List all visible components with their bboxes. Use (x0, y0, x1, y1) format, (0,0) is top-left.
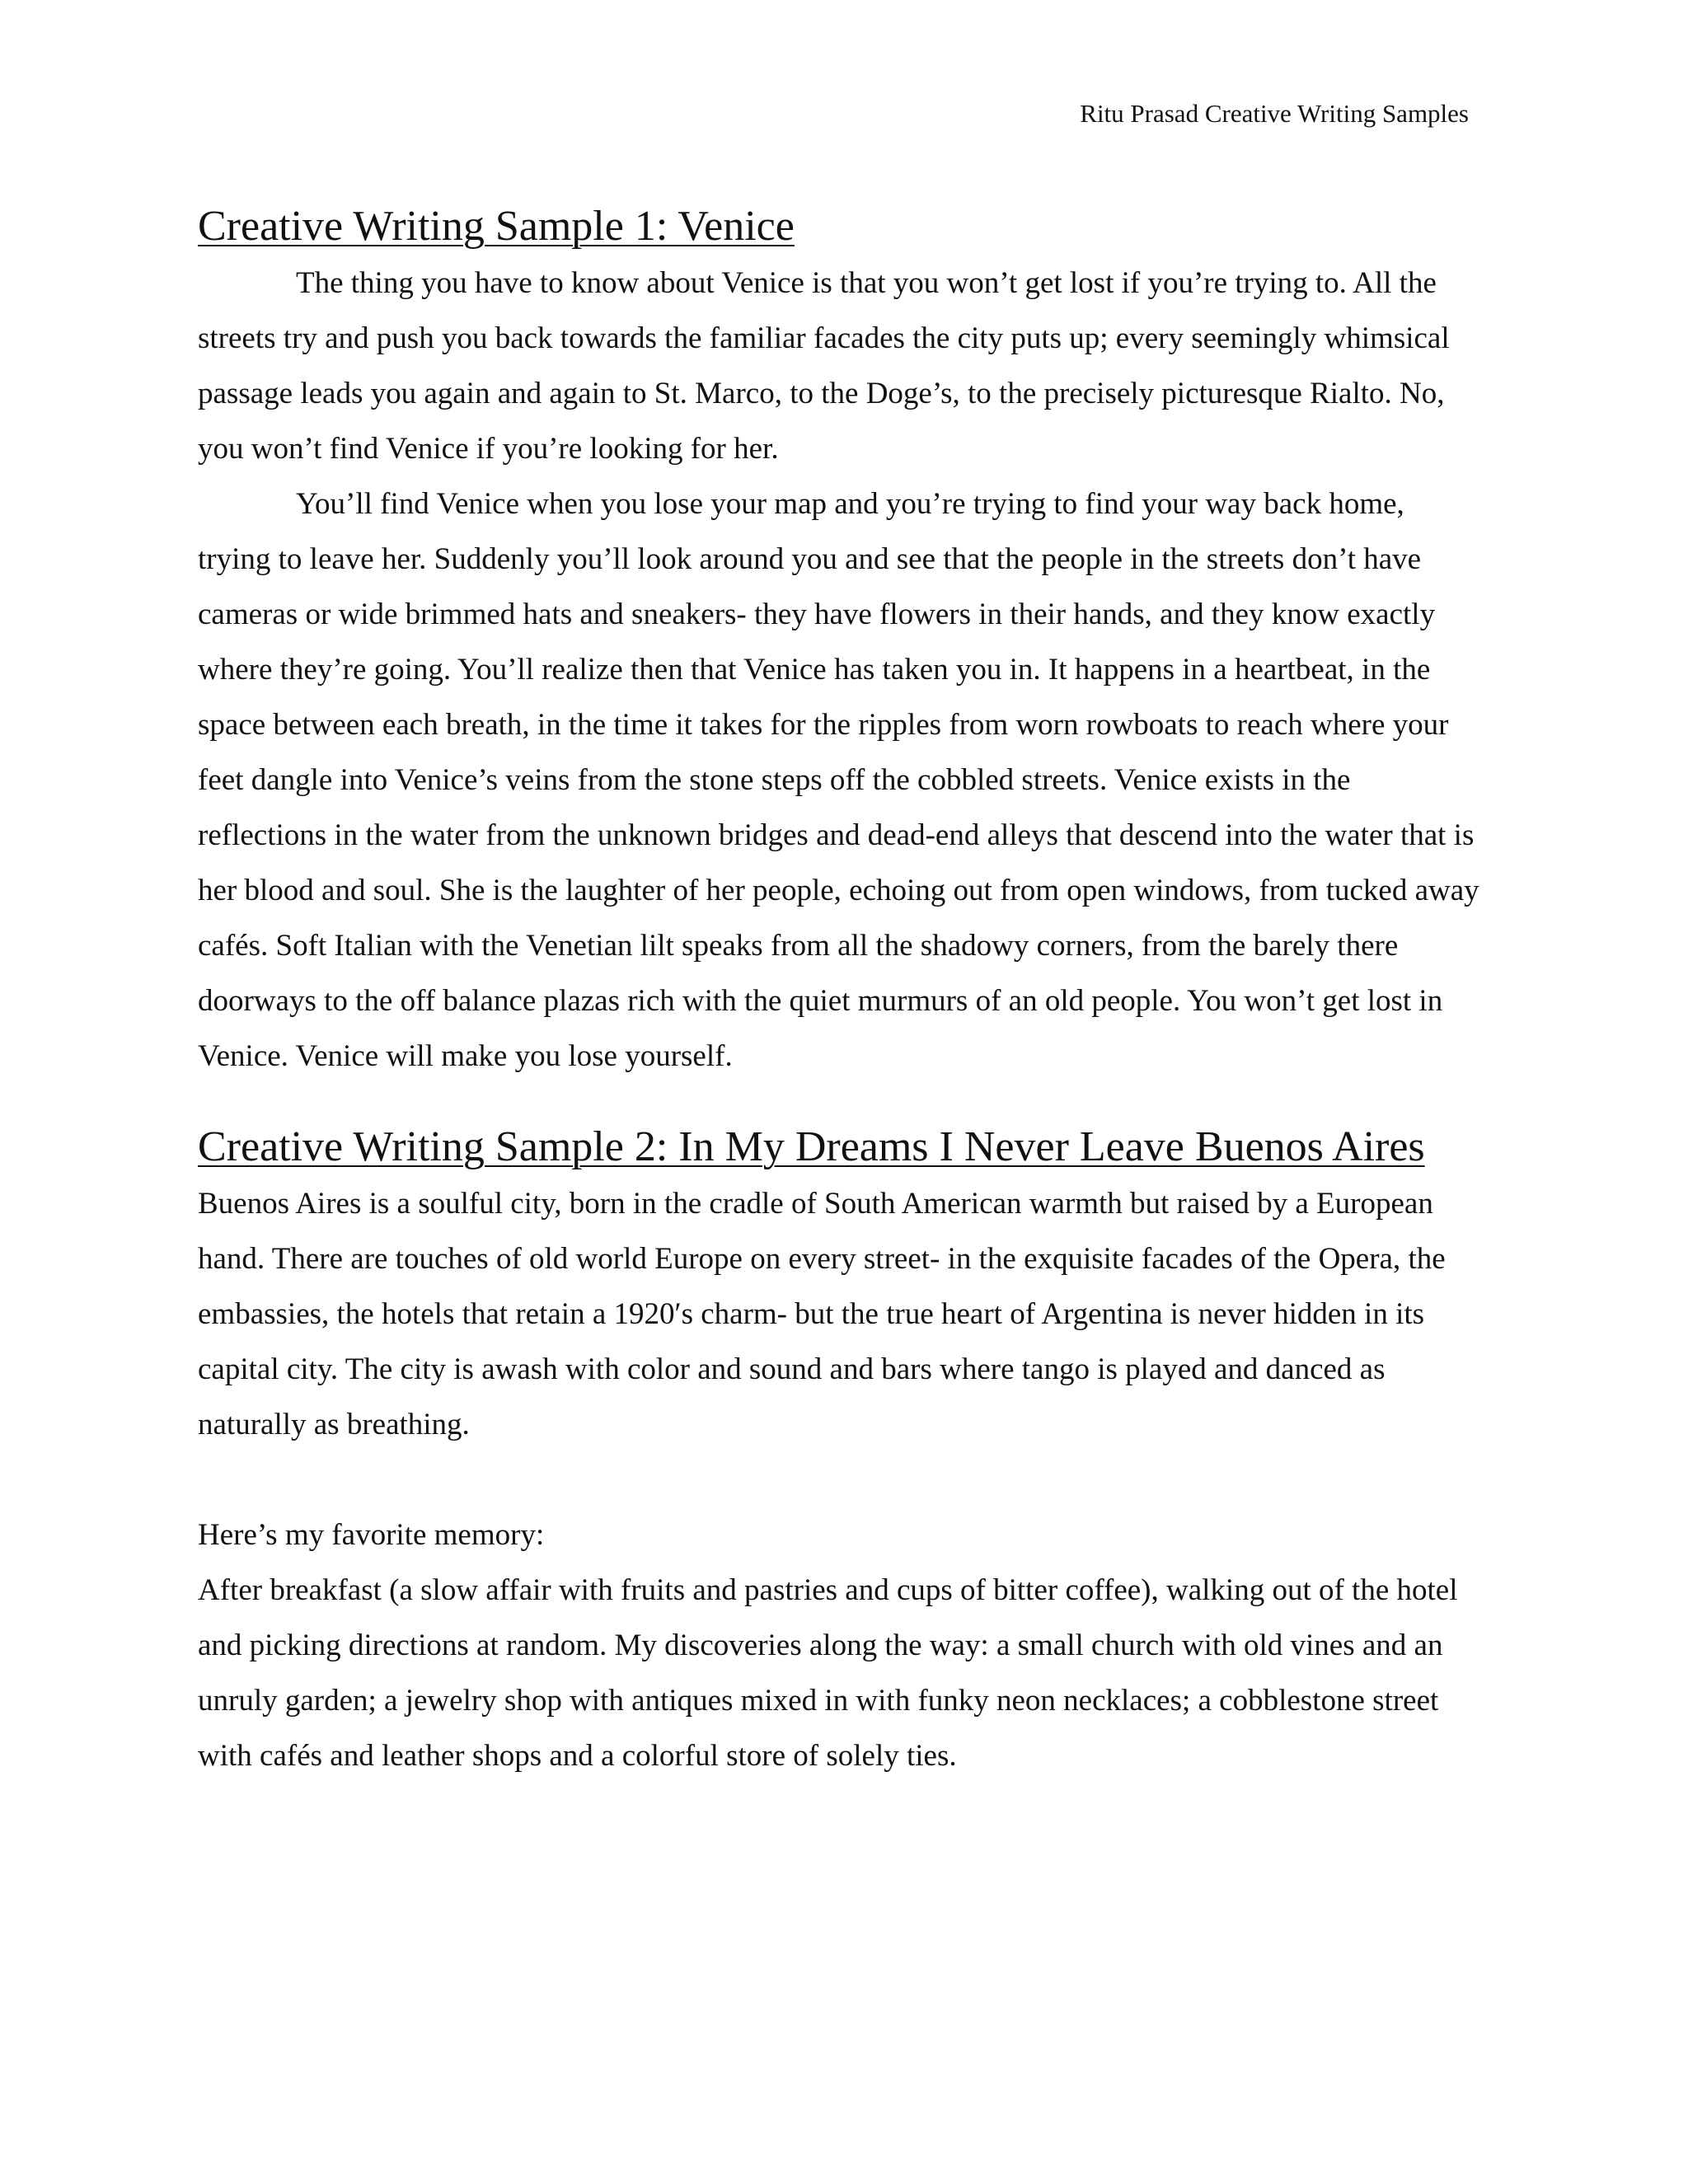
sample-2-heading: Creative Writing Sample 2: In My Dreams I Never Leave Buenos Aires (198, 1123, 1425, 1170)
sample-1-heading: Creative Writing Sample 1: Venice (198, 203, 795, 250)
sample-2-memory-label: Here’s my favorite memory: (198, 1518, 545, 1552)
sample-2-intro-paragraph: Buenos Aires is a soulful city, born in the cradle of South American warmth but raised by a European hand. There are touches of old world Europe on every street- in the exquisite facades of the Opera, the embassies, the hotels that retain a 1920′s charm- but the true heart of Argentina is never hidden in its capital city. The city is awash with color and sound and bars where tango is played and danced as naturally as breathing. (198, 1187, 1446, 1441)
sample-1-paragraph-2: You’ll find Venice when you lose your map and you’re trying to find your way back home, trying to leave her. Suddenly you’ll look around you and see that the people in the streets don’t have cameras or wide brimmed hats and sneakers- they have flowers in their hands, and they know exactly where they’re going. You’ll realize then that Venice has taken you in. It happens in a heartbeat, in the space between each breath, in the time it takes for the ripples from worn rowboats to reach where your feet dangle into Venice’s veins from the stone steps off the cobbled streets. Venice exists in the reflections in the water from the unknown bridges and dead-end alleys that descend into the water that is her blood and soul. She is the laughter of her people, echoing out from open windows, from tucked away cafés. Soft Italian with the Venetian lilt speaks from all the shadowy corners, from the barely there doorways to the off balance plazas rich with the quiet murmurs of an old people. You won’t get lost in Venice. Venice will make you lose yourself. (198, 487, 1479, 1073)
document-body (198, 198, 1484, 1783)
running-header: Ritu Prasad Creative Writing Samples (1080, 99, 1469, 128)
sample-2-memory-paragraph: After breakfast (a slow affair with fruits and pastries and cups of bitter coffee), walking out of the hotel and picking directions at random. My discoveries along the way: a small church with old vines and an unruly garden; a jewelry shop with antiques mixed in with funky neon necklaces; a cobblestone street with cafés and leather shops and a colorful store of solely ties. (198, 1573, 1458, 1773)
sample-1-paragraph-1: The thing you have to know about Venice is that you won’t get lost if you’re trying to. All the streets try and push you back towards the familiar facades the city puts up; every seemingly whimsical passage leads you again and again to St. Marco, to the Doge’s, to the precisely picturesque Rialto. No, you won’t find Venice if you’re looking for her. (198, 266, 1450, 466)
